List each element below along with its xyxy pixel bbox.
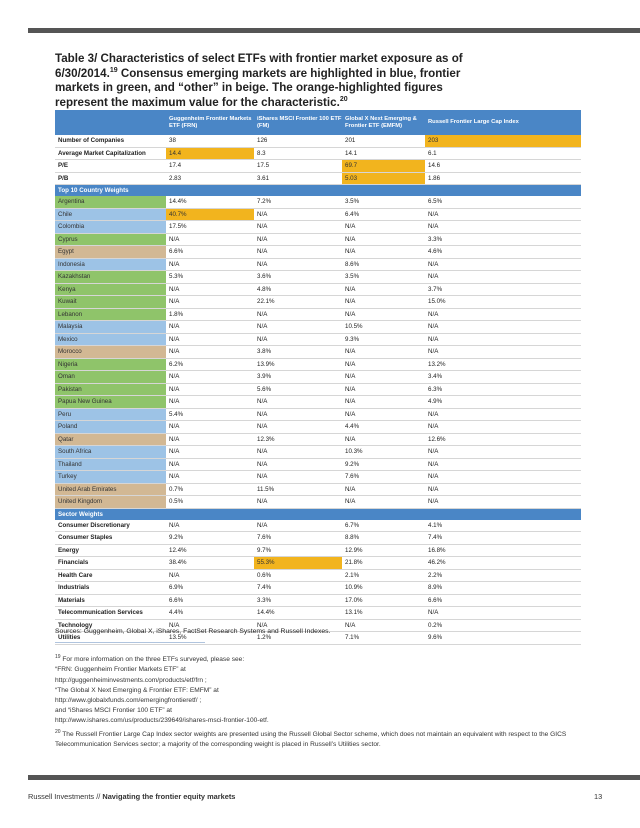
value-cell: 9.2% bbox=[166, 532, 254, 545]
row-label: Cyprus bbox=[55, 233, 166, 246]
max-value-cell: 203 bbox=[425, 135, 581, 147]
value-cell: 0.5% bbox=[166, 496, 254, 509]
value-cell: N/A bbox=[425, 346, 581, 359]
row-label: Materials bbox=[55, 594, 166, 607]
etf-characteristics-table bbox=[55, 110, 581, 645]
table-title bbox=[55, 52, 475, 110]
value-cell: N/A bbox=[342, 296, 425, 309]
value-cell: N/A bbox=[342, 433, 425, 446]
value-cell: 4.6% bbox=[425, 246, 581, 259]
max-value-cell: 69.7 bbox=[342, 160, 425, 173]
footnote-19-line: and “iShares MSCI Frontier 100 ETF” at bbox=[55, 707, 172, 715]
value-cell: 8.6% bbox=[342, 258, 425, 271]
value-cell: N/A bbox=[254, 321, 342, 334]
value-cell: N/A bbox=[166, 383, 254, 396]
country-row bbox=[55, 471, 581, 484]
footnote-divider bbox=[55, 642, 205, 643]
value-cell: N/A bbox=[254, 421, 342, 434]
value-cell: 3.61 bbox=[254, 172, 342, 185]
value-cell: 7.2% bbox=[254, 196, 342, 208]
value-cell: 15.0% bbox=[425, 296, 581, 309]
row-label: Nigeria bbox=[55, 358, 166, 371]
footnote-19 bbox=[55, 652, 585, 727]
value-cell: 7.6% bbox=[342, 471, 425, 484]
max-value-cell: 40.7% bbox=[166, 208, 254, 221]
table-body bbox=[55, 135, 581, 644]
value-cell: 2.83 bbox=[166, 172, 254, 185]
characteristic-row bbox=[55, 147, 581, 160]
sector-row bbox=[55, 582, 581, 595]
sector-row bbox=[55, 569, 581, 582]
value-cell: N/A bbox=[342, 619, 425, 632]
row-label: Papua New Guinea bbox=[55, 396, 166, 409]
value-cell: N/A bbox=[166, 321, 254, 334]
characteristic-row bbox=[55, 135, 581, 147]
value-cell: 3.3% bbox=[425, 233, 581, 246]
value-cell: 8.9% bbox=[425, 582, 581, 595]
sector-row bbox=[55, 594, 581, 607]
country-row bbox=[55, 458, 581, 471]
row-label: Qatar bbox=[55, 433, 166, 446]
value-cell: N/A bbox=[342, 408, 425, 421]
header-emfm: Global X Next Emerging & Frontier ETF (EMFM) bbox=[342, 110, 425, 135]
sector-row bbox=[55, 532, 581, 545]
value-cell: N/A bbox=[254, 408, 342, 421]
footnote-19-line: For more information on the three ETFs surveyed, please see: bbox=[60, 656, 245, 664]
top-rule bbox=[28, 28, 640, 33]
value-cell: N/A bbox=[166, 619, 254, 632]
value-cell: 13.9% bbox=[254, 358, 342, 371]
row-label: Kenya bbox=[55, 283, 166, 296]
value-cell: 6.4% bbox=[342, 208, 425, 221]
value-cell: N/A bbox=[254, 258, 342, 271]
footer-doc-title: Navigating the frontier equity markets bbox=[102, 792, 236, 801]
country-row bbox=[55, 421, 581, 434]
row-label: Health Care bbox=[55, 569, 166, 582]
title-line2: Consensus emerging markets are highlighted in blue, frontier markets in green, and “other” in beige. The orange-highlighted figures represent the maximum value for the characteristic. bbox=[55, 66, 461, 109]
value-cell: 1.2% bbox=[254, 632, 342, 645]
row-label: Number of Companies bbox=[55, 135, 166, 147]
value-cell: 6.1 bbox=[425, 147, 581, 160]
footer-title bbox=[28, 792, 235, 801]
value-cell: 12.3% bbox=[254, 433, 342, 446]
country-row bbox=[55, 208, 581, 221]
header-blank bbox=[55, 110, 166, 135]
footnote-19-link[interactable]: http://www.ishares.com/us/products/239649/ishares-msci-frontier-100-etf. bbox=[55, 717, 269, 725]
row-label: Thailand bbox=[55, 458, 166, 471]
characteristic-row bbox=[55, 172, 581, 185]
country-row bbox=[55, 196, 581, 208]
country-row bbox=[55, 296, 581, 309]
value-cell: N/A bbox=[254, 446, 342, 459]
value-cell: N/A bbox=[342, 383, 425, 396]
country-row bbox=[55, 246, 581, 259]
sources-note: Sources: Guggenheim, Global X, iShares, FactSet Research Systems and Russell Indexes. bbox=[55, 628, 331, 635]
value-cell: N/A bbox=[342, 483, 425, 496]
value-cell: 126 bbox=[254, 135, 342, 147]
value-cell: 9.6% bbox=[425, 632, 581, 645]
value-cell: N/A bbox=[425, 271, 581, 284]
value-cell: N/A bbox=[254, 208, 342, 221]
sector-row bbox=[55, 607, 581, 620]
value-cell: N/A bbox=[254, 246, 342, 259]
row-label: Average Market Capitalization bbox=[55, 147, 166, 160]
value-cell: 14.6 bbox=[425, 160, 581, 173]
value-cell: N/A bbox=[342, 358, 425, 371]
value-cell: N/A bbox=[254, 221, 342, 234]
footer-company: Russell Investments bbox=[28, 792, 95, 801]
value-cell: 6.6% bbox=[425, 594, 581, 607]
value-cell: N/A bbox=[254, 619, 342, 632]
country-row bbox=[55, 408, 581, 421]
value-cell: N/A bbox=[425, 483, 581, 496]
value-cell: N/A bbox=[166, 471, 254, 484]
max-value-cell: 55.3% bbox=[254, 557, 342, 570]
country-row bbox=[55, 433, 581, 446]
value-cell: N/A bbox=[166, 371, 254, 384]
country-row bbox=[55, 233, 581, 246]
value-cell: 0.7% bbox=[166, 483, 254, 496]
value-cell: 9.3% bbox=[342, 333, 425, 346]
value-cell: 11.5% bbox=[254, 483, 342, 496]
row-label: Kuwait bbox=[55, 296, 166, 309]
country-section-header bbox=[55, 185, 581, 197]
value-cell: N/A bbox=[254, 333, 342, 346]
value-cell: N/A bbox=[166, 569, 254, 582]
value-cell: 3.4% bbox=[425, 371, 581, 384]
value-cell: 38 bbox=[166, 135, 254, 147]
row-label: Indonesia bbox=[55, 258, 166, 271]
value-cell: 38.4% bbox=[166, 557, 254, 570]
value-cell: 9.7% bbox=[254, 544, 342, 557]
bottom-rule bbox=[28, 775, 640, 780]
sector-row bbox=[55, 557, 581, 570]
value-cell: N/A bbox=[342, 221, 425, 234]
header-russell: Russell Frontier Large Cap Index bbox=[425, 110, 581, 135]
row-label: Lebanon bbox=[55, 308, 166, 321]
country-row bbox=[55, 308, 581, 321]
row-label: Mexico bbox=[55, 333, 166, 346]
value-cell: 10.5% bbox=[342, 321, 425, 334]
value-cell: N/A bbox=[425, 208, 581, 221]
row-label: Poland bbox=[55, 421, 166, 434]
value-cell: 7.4% bbox=[254, 582, 342, 595]
row-label: Financials bbox=[55, 557, 166, 570]
value-cell: 2.2% bbox=[425, 569, 581, 582]
value-cell: 12.4% bbox=[166, 544, 254, 557]
value-cell: 3.8% bbox=[254, 346, 342, 359]
value-cell: N/A bbox=[425, 333, 581, 346]
row-label: Peru bbox=[55, 408, 166, 421]
value-cell: 17.0% bbox=[342, 594, 425, 607]
value-cell: 17.4 bbox=[166, 160, 254, 173]
country-row bbox=[55, 496, 581, 509]
row-label: Technology bbox=[55, 619, 166, 632]
value-cell: 0.2% bbox=[425, 619, 581, 632]
value-cell: N/A bbox=[425, 446, 581, 459]
value-cell: 5.3% bbox=[166, 271, 254, 284]
value-cell: N/A bbox=[342, 396, 425, 409]
value-cell: N/A bbox=[342, 496, 425, 509]
row-label: Industrials bbox=[55, 582, 166, 595]
section-label: Sector Weights bbox=[55, 508, 581, 520]
row-label: Argentina bbox=[55, 196, 166, 208]
value-cell: N/A bbox=[342, 308, 425, 321]
value-cell: 6.9% bbox=[166, 582, 254, 595]
row-label: Egypt bbox=[55, 246, 166, 259]
value-cell: 17.5% bbox=[166, 221, 254, 234]
value-cell: N/A bbox=[425, 471, 581, 484]
value-cell: N/A bbox=[342, 346, 425, 359]
value-cell: 0.6% bbox=[254, 569, 342, 582]
value-cell: N/A bbox=[425, 221, 581, 234]
value-cell: N/A bbox=[425, 308, 581, 321]
footnote-19-line: “The Global X Next Emerging & Frontier ETF: EMFM” at bbox=[55, 686, 219, 694]
footnote-20 bbox=[55, 727, 585, 751]
section-label: Top 10 Country Weights bbox=[55, 185, 581, 197]
value-cell: 4.1% bbox=[425, 520, 581, 532]
sector-row bbox=[55, 544, 581, 557]
value-cell: 4.4% bbox=[166, 607, 254, 620]
value-cell: 17.5 bbox=[254, 160, 342, 173]
footnote-19-link[interactable]: http://www.globalxfunds.com/emergingfrontieretf/ ; bbox=[55, 697, 202, 704]
value-cell: N/A bbox=[425, 496, 581, 509]
title-line1: Table 3/ Characteristics of select ETFs with frontier market exposure as of 6/30/2014. bbox=[55, 52, 463, 80]
row-label: Kazakhstan bbox=[55, 271, 166, 284]
header-frn: Guggenheim Frontier Markets ETF (FRN) bbox=[166, 110, 254, 135]
value-cell: 6.6% bbox=[166, 594, 254, 607]
max-value-cell: 5.03 bbox=[342, 172, 425, 185]
value-cell: N/A bbox=[254, 496, 342, 509]
value-cell: 7.1% bbox=[342, 632, 425, 645]
value-cell: 14.1 bbox=[342, 147, 425, 160]
value-cell: N/A bbox=[166, 296, 254, 309]
value-cell: 46.2% bbox=[425, 557, 581, 570]
row-label: P/E bbox=[55, 160, 166, 173]
row-label: Malaysia bbox=[55, 321, 166, 334]
country-row bbox=[55, 346, 581, 359]
value-cell: 3.7% bbox=[425, 283, 581, 296]
value-cell: N/A bbox=[342, 246, 425, 259]
value-cell: 5.6% bbox=[254, 383, 342, 396]
value-cell: N/A bbox=[342, 283, 425, 296]
value-cell: 9.2% bbox=[342, 458, 425, 471]
value-cell: 6.6% bbox=[166, 246, 254, 259]
value-cell: N/A bbox=[166, 396, 254, 409]
table-header-row bbox=[55, 110, 581, 135]
value-cell: 14.4% bbox=[254, 607, 342, 620]
row-label: Telecommunication Services bbox=[55, 607, 166, 620]
value-cell: 1.86 bbox=[425, 172, 581, 185]
country-row bbox=[55, 358, 581, 371]
row-label: Consumer Staples bbox=[55, 532, 166, 545]
country-row bbox=[55, 383, 581, 396]
value-cell: N/A bbox=[425, 458, 581, 471]
value-cell: 12.9% bbox=[342, 544, 425, 557]
row-label: Colombia bbox=[55, 221, 166, 234]
country-row bbox=[55, 321, 581, 334]
value-cell: 3.9% bbox=[254, 371, 342, 384]
value-cell: N/A bbox=[166, 433, 254, 446]
country-row bbox=[55, 333, 581, 346]
value-cell: 14.4% bbox=[166, 196, 254, 208]
value-cell: N/A bbox=[166, 283, 254, 296]
country-row bbox=[55, 396, 581, 409]
value-cell: N/A bbox=[166, 258, 254, 271]
country-row bbox=[55, 271, 581, 284]
value-cell: N/A bbox=[254, 233, 342, 246]
sector-section-header bbox=[55, 508, 581, 520]
country-row bbox=[55, 371, 581, 384]
value-cell: N/A bbox=[166, 346, 254, 359]
value-cell: 7.4% bbox=[425, 532, 581, 545]
value-cell: 6.7% bbox=[342, 520, 425, 532]
value-cell: N/A bbox=[166, 333, 254, 346]
footnote-19-number: 19 bbox=[55, 654, 61, 660]
value-cell: N/A bbox=[425, 321, 581, 334]
value-cell: 8.3 bbox=[254, 147, 342, 160]
value-cell: 4.8% bbox=[254, 283, 342, 296]
value-cell: 6.3% bbox=[425, 383, 581, 396]
value-cell: 3.6% bbox=[254, 271, 342, 284]
value-cell: 7.6% bbox=[254, 532, 342, 545]
value-cell: N/A bbox=[166, 233, 254, 246]
country-row bbox=[55, 258, 581, 271]
country-row bbox=[55, 283, 581, 296]
footnote-20-number: 20 bbox=[55, 728, 61, 735]
row-label: Pakistan bbox=[55, 383, 166, 396]
value-cell: 13.1% bbox=[342, 607, 425, 620]
value-cell: 8.8% bbox=[342, 532, 425, 545]
row-label: P/B bbox=[55, 172, 166, 185]
row-label: Turkey bbox=[55, 471, 166, 484]
row-label: Morocco bbox=[55, 346, 166, 359]
footnotes bbox=[55, 652, 585, 750]
value-cell: 21.8% bbox=[342, 557, 425, 570]
value-cell: 4.4% bbox=[342, 421, 425, 434]
country-row bbox=[55, 221, 581, 234]
value-cell: 22.1% bbox=[254, 296, 342, 309]
header-fm: iShares MSCI Frontier 100 ETF (FM) bbox=[254, 110, 342, 135]
country-row bbox=[55, 446, 581, 459]
value-cell: 1.8% bbox=[166, 308, 254, 321]
row-label: Energy bbox=[55, 544, 166, 557]
value-cell: 13.2% bbox=[425, 358, 581, 371]
footnote-ref-19[interactable]: 19 bbox=[109, 66, 118, 74]
page-number: 13 bbox=[594, 792, 603, 801]
max-value-cell: 14.4 bbox=[166, 147, 254, 160]
sector-row bbox=[55, 520, 581, 532]
characteristic-row bbox=[55, 160, 581, 173]
row-label: United Kingdom bbox=[55, 496, 166, 509]
country-row bbox=[55, 483, 581, 496]
value-cell: 3.3% bbox=[254, 594, 342, 607]
row-label: Oman bbox=[55, 371, 166, 384]
value-cell: N/A bbox=[425, 258, 581, 271]
value-cell: 201 bbox=[342, 135, 425, 147]
value-cell: 6.2% bbox=[166, 358, 254, 371]
footnote-19-link[interactable]: http://guggenheiminvestments.com/products/etf/frn ; bbox=[55, 676, 207, 684]
value-cell: N/A bbox=[342, 233, 425, 246]
value-cell: N/A bbox=[166, 446, 254, 459]
value-cell: 2.1% bbox=[342, 569, 425, 582]
value-cell: 4.9% bbox=[425, 396, 581, 409]
footnote-20-text: The Russell Frontier Large Cap Index sector weights are presented using the Russell Global Sector scheme, which does not maintain an equivalent with respect to the GICS Telecommunication Services sector; a majority of the corresponding weight is placed in Russell’s Utilities sector. bbox=[55, 730, 567, 748]
row-label: Consumer Discretionary bbox=[55, 520, 166, 532]
value-cell: 10.3% bbox=[342, 446, 425, 459]
value-cell: N/A bbox=[425, 408, 581, 421]
value-cell: N/A bbox=[166, 520, 254, 532]
value-cell: 16.8% bbox=[425, 544, 581, 557]
footnote-ref-20[interactable]: 20 bbox=[339, 95, 348, 103]
value-cell: 13.5% bbox=[166, 632, 254, 645]
value-cell: N/A bbox=[254, 308, 342, 321]
value-cell: 6.5% bbox=[425, 196, 581, 208]
value-cell: 3.5% bbox=[342, 271, 425, 284]
value-cell: 3.5% bbox=[342, 196, 425, 208]
row-label: South Africa bbox=[55, 446, 166, 459]
value-cell: N/A bbox=[254, 458, 342, 471]
row-label: Chile bbox=[55, 208, 166, 221]
value-cell: 12.6% bbox=[425, 433, 581, 446]
value-cell: N/A bbox=[166, 458, 254, 471]
value-cell: 5.4% bbox=[166, 408, 254, 421]
value-cell: 10.9% bbox=[342, 582, 425, 595]
footnote-19-line: “FRN: Guggenheim Frontier Markets ETF” at bbox=[55, 666, 186, 674]
row-label: Utilities bbox=[55, 632, 166, 645]
value-cell: N/A bbox=[254, 471, 342, 484]
value-cell: N/A bbox=[166, 421, 254, 434]
value-cell: N/A bbox=[425, 421, 581, 434]
value-cell: N/A bbox=[254, 520, 342, 532]
value-cell: N/A bbox=[342, 371, 425, 384]
row-label: United Arab Emirates bbox=[55, 483, 166, 496]
value-cell: N/A bbox=[425, 607, 581, 620]
footer-separator: // bbox=[94, 792, 103, 801]
value-cell: N/A bbox=[254, 396, 342, 409]
